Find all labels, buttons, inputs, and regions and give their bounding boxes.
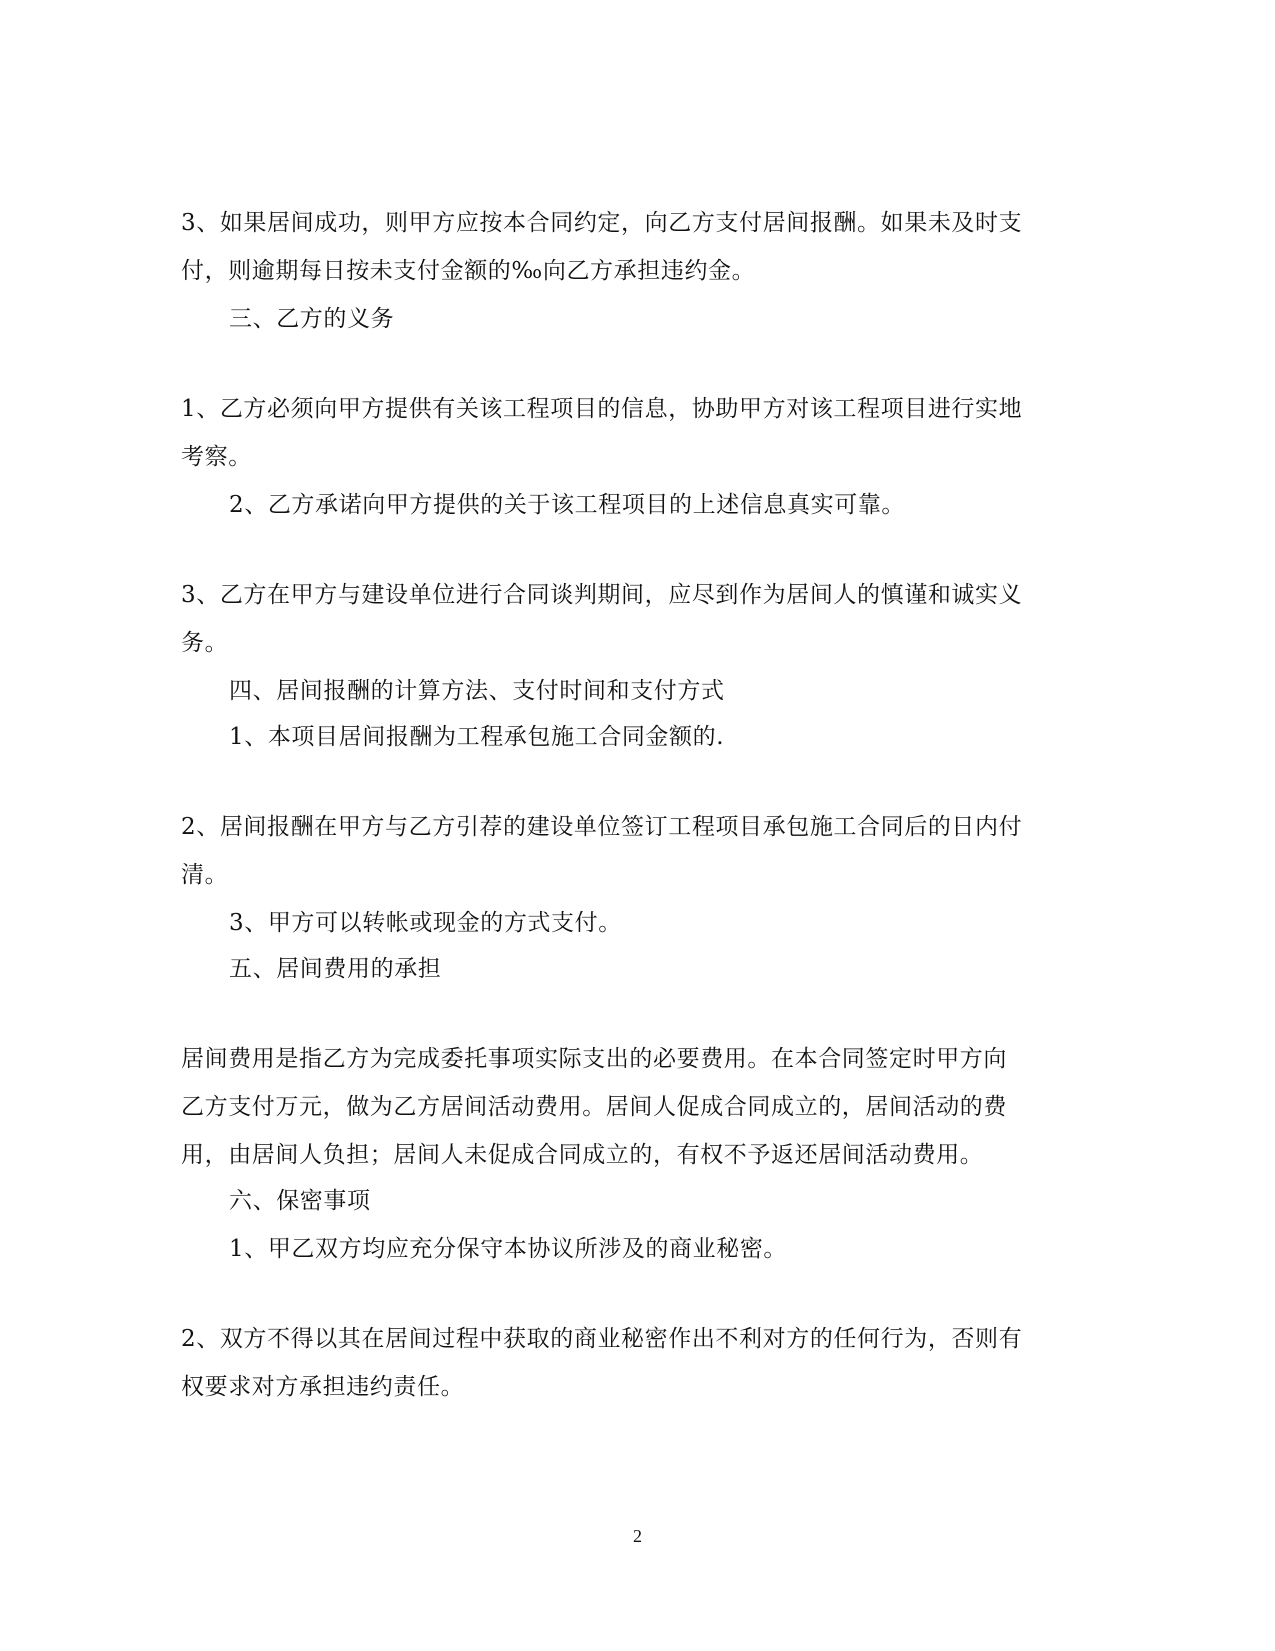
paragraph-line: 1、乙方必须向甲方提供有关该工程项目的信息，协助甲方对该工程项目进行实地 (181, 396, 1023, 422)
paragraph-line: 1、本项目居间报酬为工程承包施工合同金额的. (229, 724, 725, 750)
page-number: 2 (633, 1526, 642, 1546)
paragraph-line: 乙方支付万元，做为乙方居间活动费用。居间人促成合同成立的，居间活动的费 (181, 1094, 1007, 1120)
paragraph-line: 清。 (181, 862, 229, 888)
paragraph-line: 居间费用是指乙方为完成委托事项实际支出的必要费用。在本合同签定时甲方向 (181, 1046, 1007, 1072)
section-heading: 三、乙方的义务 (229, 306, 395, 332)
paragraph-line: 付，则逾期每日按未支付金额的‰向乙方承担违约金。 (181, 258, 756, 284)
section-heading: 五、居间费用的承担 (229, 956, 442, 982)
paragraph-line: 2、双方不得以其在居间过程中获取的商业秘密作出不利对方的任何行为，否则有 (181, 1326, 1023, 1352)
paragraph-line: 2、居间报酬在甲方与乙方引荐的建设单位签订工程项目承包施工合同后的日内付 (181, 814, 1023, 840)
paragraph-line: 1、甲乙双方均应充分保守本协议所涉及的商业秘密。 (229, 1236, 788, 1262)
paragraph-line: 务。 (181, 630, 229, 656)
section-heading: 四、居间报酬的计算方法、支付时间和支付方式 (229, 678, 725, 704)
paragraph-line: 3、如果居间成功，则甲方应按本合同约定，向乙方支付居间报酬。如果未及时支 (181, 210, 1023, 236)
paragraph-line: 3、甲方可以转帐或现金的方式支付。 (229, 910, 622, 936)
paragraph-line: 3、乙方在甲方与建设单位进行合同谈判期间，应尽到作为居间人的慎谨和诚实义 (181, 582, 1023, 608)
section-heading: 六、保密事项 (229, 1188, 371, 1214)
paragraph-line: 2、乙方承诺向甲方提供的关于该工程项目的上述信息真实可靠。 (229, 492, 906, 518)
paragraph-line: 用，由居间人负担；居间人未促成合同成立的，有权不予返还居间活动费用。 (181, 1142, 984, 1168)
paragraph-line: 考察。 (181, 444, 252, 470)
paragraph-line: 权要求对方承担违约责任。 (181, 1374, 465, 1400)
